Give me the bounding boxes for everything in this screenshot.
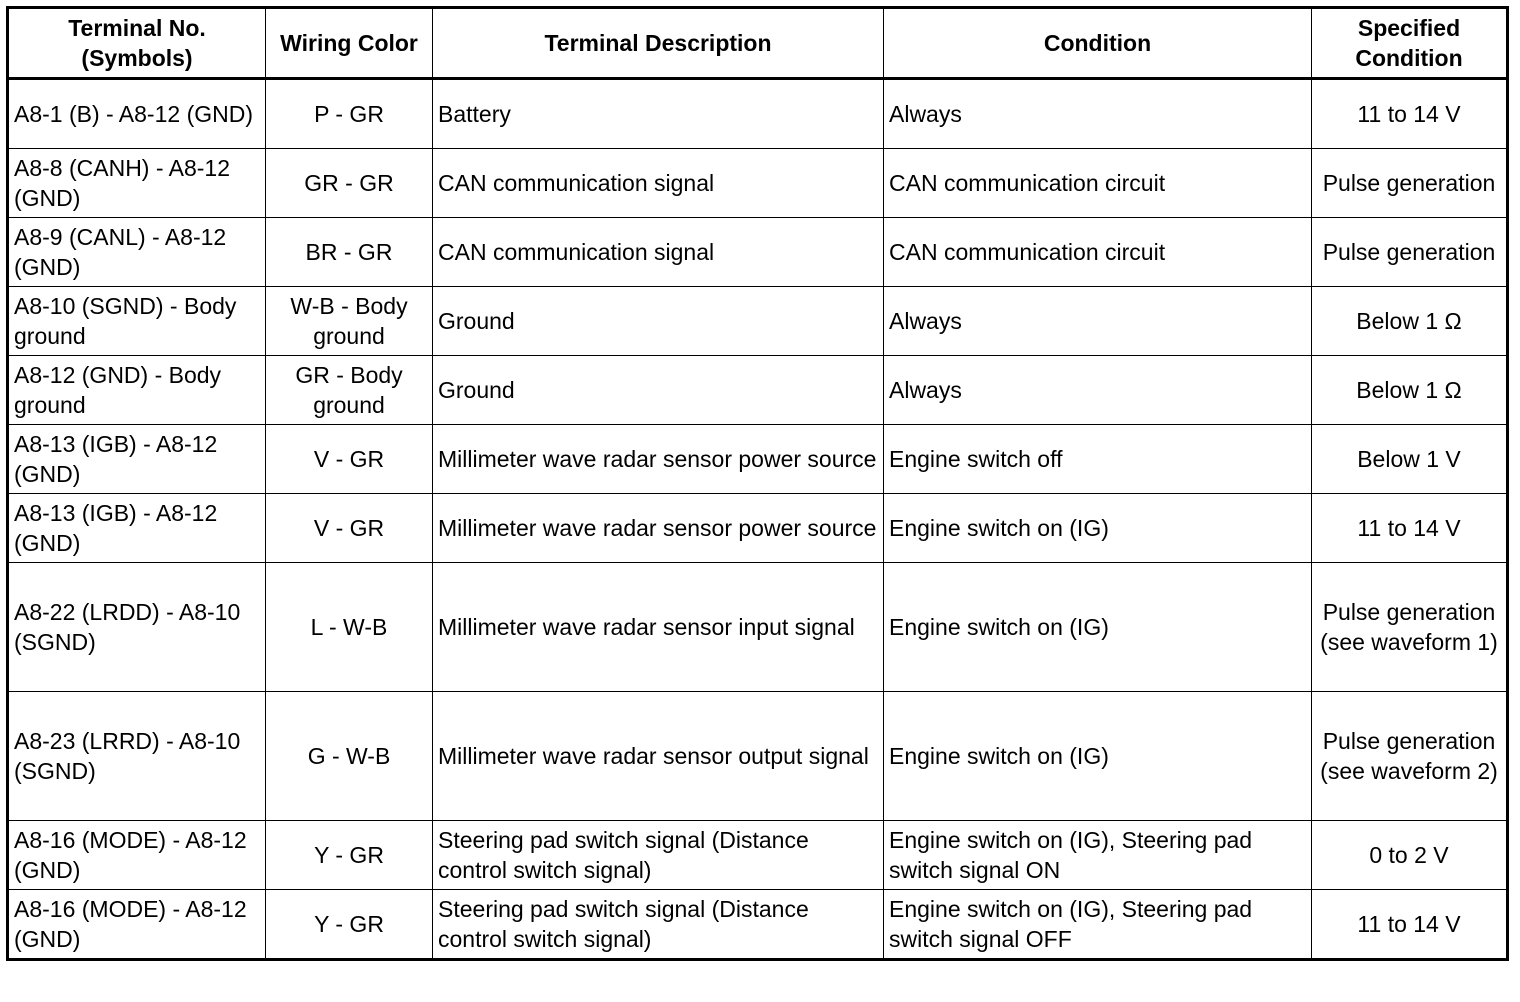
table-row: [8, 149, 1508, 218]
header-terminal: Terminal No. (Symbols): [8, 8, 266, 79]
cell-terminal: A8-22 (LRDD) - A8-10 (SGND): [8, 563, 266, 692]
cell-specified-condition: Below 1 Ω: [1312, 356, 1508, 425]
cell-condition: Engine switch on (IG), Steering pad switch signal OFF: [884, 890, 1312, 960]
cell-description: Steering pad switch signal (Distance control switch signal): [433, 890, 884, 960]
cell-description: Steering pad switch signal (Distance control switch signal): [433, 821, 884, 890]
table-header: [8, 8, 1508, 79]
cell-condition: Engine switch on (IG): [884, 494, 1312, 563]
header-terminal-description: Terminal Description: [433, 8, 884, 79]
cell-condition: Engine switch off: [884, 425, 1312, 494]
table-row: [8, 425, 1508, 494]
cell-condition: CAN communication circuit: [884, 149, 1312, 218]
table-row: [8, 821, 1508, 890]
table-row: [8, 890, 1508, 960]
table-row: [8, 563, 1508, 692]
cell-wiring-color: W-B - Body ground: [266, 287, 433, 356]
cell-specified-condition: Below 1 Ω: [1312, 287, 1508, 356]
table-body: [8, 79, 1508, 960]
cell-specified-condition: Below 1 V: [1312, 425, 1508, 494]
cell-condition: Always: [884, 287, 1312, 356]
cell-terminal: A8-9 (CANL) - A8-12 (GND): [8, 218, 266, 287]
cell-condition: Engine switch on (IG), Steering pad switch signal ON: [884, 821, 1312, 890]
header-wiring-color: Wiring Color: [266, 8, 433, 79]
cell-wiring-color: Y - GR: [266, 890, 433, 960]
cell-terminal: A8-10 (SGND) - Body ground: [8, 287, 266, 356]
cell-specified-condition: Pulse generation: [1312, 149, 1508, 218]
cell-terminal: A8-13 (IGB) - A8-12 (GND): [8, 425, 266, 494]
cell-terminal: A8-16 (MODE) - A8-12 (GND): [8, 890, 266, 960]
table-row: [8, 494, 1508, 563]
table-row: [8, 356, 1508, 425]
cell-wiring-color: GR - GR: [266, 149, 433, 218]
cell-specified-condition: 11 to 14 V: [1312, 79, 1508, 149]
table-row: [8, 79, 1508, 149]
cell-terminal: A8-13 (IGB) - A8-12 (GND): [8, 494, 266, 563]
cell-wiring-color: BR - GR: [266, 218, 433, 287]
cell-wiring-color: P - GR: [266, 79, 433, 149]
cell-specified-condition: 0 to 2 V: [1312, 821, 1508, 890]
cell-specified-condition: 11 to 14 V: [1312, 890, 1508, 960]
header-condition: Condition: [884, 8, 1312, 79]
cell-wiring-color: Y - GR: [266, 821, 433, 890]
terminal-table: [6, 6, 1509, 961]
cell-description: Millimeter wave radar sensor output signal: [433, 692, 884, 821]
cell-condition: Engine switch on (IG): [884, 692, 1312, 821]
cell-wiring-color: V - GR: [266, 425, 433, 494]
cell-terminal: A8-8 (CANH) - A8-12 (GND): [8, 149, 266, 218]
table-row: [8, 287, 1508, 356]
table-row: [8, 692, 1508, 821]
cell-condition: Always: [884, 79, 1312, 149]
cell-condition: Engine switch on (IG): [884, 563, 1312, 692]
cell-wiring-color: G - W-B: [266, 692, 433, 821]
cell-specified-condition: 11 to 14 V: [1312, 494, 1508, 563]
table-row: [8, 218, 1508, 287]
cell-description: Millimeter wave radar sensor input signal: [433, 563, 884, 692]
cell-terminal: A8-16 (MODE) - A8-12 (GND): [8, 821, 266, 890]
cell-description: CAN communication signal: [433, 218, 884, 287]
cell-description: Millimeter wave radar sensor power source: [433, 494, 884, 563]
cell-specified-condition: Pulse generation (see waveform 1): [1312, 563, 1508, 692]
cell-description: Ground: [433, 287, 884, 356]
cell-terminal: A8-12 (GND) - Body ground: [8, 356, 266, 425]
cell-wiring-color: GR - Body ground: [266, 356, 433, 425]
header-row: [8, 8, 1508, 79]
cell-description: Battery: [433, 79, 884, 149]
cell-condition: Always: [884, 356, 1312, 425]
cell-description: CAN communication signal: [433, 149, 884, 218]
cell-specified-condition: Pulse generation: [1312, 218, 1508, 287]
header-specified-condition: Specified Condition: [1312, 8, 1508, 79]
cell-specified-condition: Pulse generation (see waveform 2): [1312, 692, 1508, 821]
cell-wiring-color: L - W-B: [266, 563, 433, 692]
cell-condition: CAN communication circuit: [884, 218, 1312, 287]
cell-description: Millimeter wave radar sensor power source: [433, 425, 884, 494]
cell-terminal: A8-1 (B) - A8-12 (GND): [8, 79, 266, 149]
cell-description: Ground: [433, 356, 884, 425]
cell-terminal: A8-23 (LRRD) - A8-10 (SGND): [8, 692, 266, 821]
cell-wiring-color: V - GR: [266, 494, 433, 563]
